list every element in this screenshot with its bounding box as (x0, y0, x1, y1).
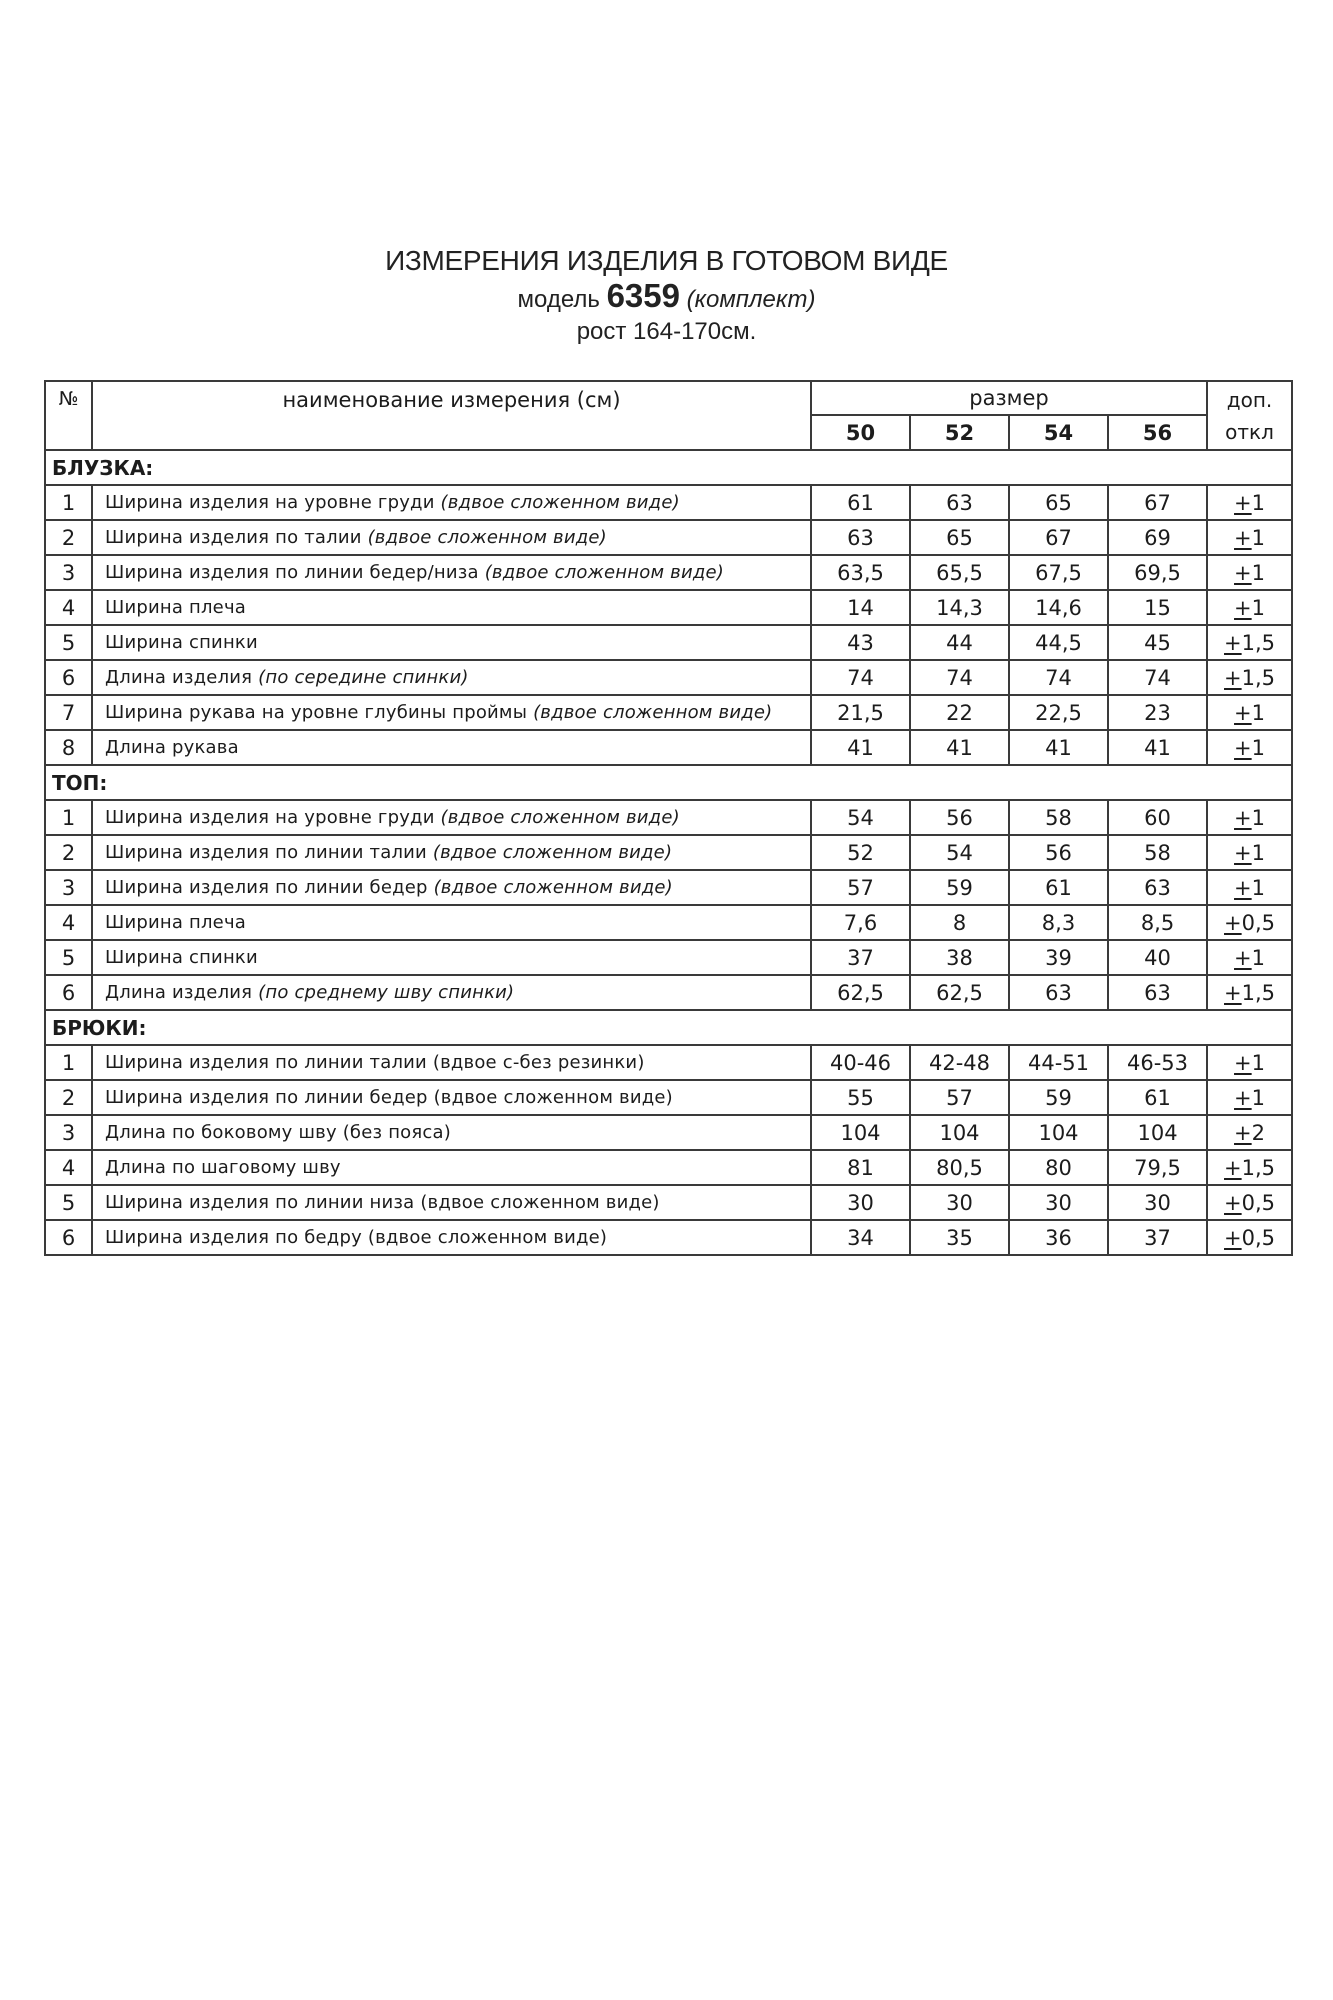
header-tolerance (1207, 381, 1292, 450)
size-value-52: 42-48 (910, 1045, 1009, 1080)
table-row (45, 520, 1292, 555)
tolerance-cell (1207, 695, 1292, 730)
tolerance-value: 0,5 (1241, 910, 1276, 935)
measurement-name-cell (92, 870, 811, 905)
measurement-name-cell (92, 660, 811, 695)
tolerance-cell (1207, 1115, 1292, 1150)
size-value-54: 61 (1009, 870, 1108, 905)
measurement-name-cell (92, 800, 811, 835)
tolerance-value: 1,5 (1241, 1155, 1276, 1180)
measurement-name: Ширина изделия по линии бедер/низа (105, 562, 479, 583)
model-label: модель (517, 286, 600, 313)
size-value-56: 40 (1108, 940, 1207, 975)
measurement-name: Ширина изделия по линии низа (вдвое сложенном виде) (105, 1192, 660, 1213)
size-value-50: 104 (811, 1115, 910, 1150)
plus-minus-sign: + (1224, 910, 1242, 935)
model-line (0, 277, 1333, 316)
row-number: 1 (45, 1045, 92, 1080)
table-row (45, 1220, 1292, 1255)
size-value-50: 62,5 (811, 975, 910, 1010)
tolerance-cell (1207, 1150, 1292, 1185)
measurement-note: (по среднему шву спинки) (258, 982, 515, 1003)
size-value-50: 74 (811, 660, 910, 695)
size-value-52: 22 (910, 695, 1009, 730)
size-value-54: 22,5 (1009, 695, 1108, 730)
tolerance-value: 1 (1251, 805, 1266, 830)
measurement-name: Ширина изделия на уровне груди (105, 807, 435, 828)
tolerance-cell (1207, 485, 1292, 520)
size-value-54: 44-51 (1009, 1045, 1108, 1080)
header-measurement-name: наименование измерения (см) (92, 381, 811, 450)
tolerance-cell (1207, 940, 1292, 975)
size-value-54: 30 (1009, 1185, 1108, 1220)
size-value-54: 44,5 (1009, 625, 1108, 660)
tolerance-value: 1 (1251, 1050, 1266, 1075)
row-number: 3 (45, 1115, 92, 1150)
size-value-56: 37 (1108, 1220, 1207, 1255)
tolerance-cell (1207, 1080, 1292, 1115)
size-value-52: 35 (910, 1220, 1009, 1255)
measurement-name-cell (92, 835, 811, 870)
plus-minus-sign: + (1234, 735, 1252, 760)
size-value-52: 57 (910, 1080, 1009, 1115)
tolerance-value: 1 (1251, 560, 1266, 585)
plus-minus-sign: + (1234, 1085, 1252, 1110)
document-title: ИЗМЕРЕНИЯ ИЗДЕЛИЯ В ГОТОВОМ ВИДЕ (385, 245, 948, 276)
measurement-note: (вдвое сложенном виде) (533, 702, 773, 723)
size-value-50: 55 (811, 1080, 910, 1115)
plus-minus-sign: + (1224, 980, 1242, 1005)
measurement-name-cell (92, 905, 811, 940)
table-row (45, 835, 1292, 870)
header-row (45, 381, 1292, 415)
size-value-52: 80,5 (910, 1150, 1009, 1185)
size-value-52: 41 (910, 730, 1009, 765)
tolerance-cell (1207, 1185, 1292, 1220)
table-row (45, 590, 1292, 625)
row-number: 4 (45, 905, 92, 940)
size-value-56: 69,5 (1108, 555, 1207, 590)
row-number: 4 (45, 590, 92, 625)
size-value-56: 74 (1108, 660, 1207, 695)
size-value-54: 39 (1009, 940, 1108, 975)
size-value-50: 61 (811, 485, 910, 520)
table-row (45, 905, 1292, 940)
measurement-name: Ширина спинки (105, 947, 258, 968)
measurements-table (44, 380, 1293, 1256)
measurement-note: (вдвое сложенном виде) (433, 877, 673, 898)
size-50: 50 (811, 415, 910, 450)
size-value-50: 34 (811, 1220, 910, 1255)
measurement-name-cell (92, 695, 811, 730)
tolerance-cell (1207, 590, 1292, 625)
size-value-56: 58 (1108, 835, 1207, 870)
section-label: БЛУЗКА: (45, 450, 1292, 485)
measurement-name-cell (92, 485, 811, 520)
measurement-note: (вдвое сложенном виде) (440, 807, 680, 828)
size-value-52: 74 (910, 660, 1009, 695)
plus-minus-sign: + (1234, 1120, 1252, 1145)
measurement-note: (вдвое сложенном виде) (367, 527, 607, 548)
tolerance-value: 1,5 (1241, 630, 1276, 655)
size-value-56: 23 (1108, 695, 1207, 730)
size-value-50: 14 (811, 590, 910, 625)
size-value-52: 63 (910, 485, 1009, 520)
size-value-52: 44 (910, 625, 1009, 660)
tolerance-cell (1207, 520, 1292, 555)
size-value-50: 37 (811, 940, 910, 975)
size-value-56: 67 (1108, 485, 1207, 520)
size-value-56: 8,5 (1108, 905, 1207, 940)
table-row (45, 940, 1292, 975)
measurement-name: Ширина плеча (105, 912, 247, 933)
measurement-name: Ширина изделия по бедру (вдвое сложенном виде) (105, 1227, 608, 1248)
measurement-name-cell (92, 1115, 811, 1150)
row-number: 7 (45, 695, 92, 730)
measurement-name-cell (92, 590, 811, 625)
tolerance-cell (1207, 1045, 1292, 1080)
measurement-name: Длина рукава (105, 737, 239, 758)
table-row (45, 660, 1292, 695)
tolerance-cell (1207, 905, 1292, 940)
measurement-note: (по середине спинки) (258, 667, 469, 688)
size-value-54: 58 (1009, 800, 1108, 835)
measurement-name: Ширина изделия по линии талии (105, 842, 427, 863)
measurement-name: Ширина изделия по линии бедер (105, 877, 428, 898)
section-label: БРЮКИ: (45, 1010, 1292, 1045)
size-value-56: 45 (1108, 625, 1207, 660)
plus-minus-sign: + (1234, 490, 1252, 515)
size-value-54: 36 (1009, 1220, 1108, 1255)
tolerance-cell (1207, 625, 1292, 660)
plus-minus-sign: + (1224, 630, 1242, 655)
table-row (45, 625, 1292, 660)
size-value-52: 8 (910, 905, 1009, 940)
table-row (45, 695, 1292, 730)
plus-minus-sign: + (1234, 595, 1252, 620)
row-number: 1 (45, 485, 92, 520)
plus-minus-sign: + (1224, 1155, 1242, 1180)
section-row-trousers (45, 1010, 1292, 1045)
tolerance-value: 1 (1251, 1085, 1266, 1110)
table-row (45, 870, 1292, 905)
tolerance-value: 0,5 (1241, 1225, 1276, 1250)
measurement-name: Ширина плеча (105, 597, 247, 618)
measurement-name: Ширина изделия по линии бедер (вдвое сложенном виде) (105, 1087, 673, 1108)
size-value-56: 41 (1108, 730, 1207, 765)
size-value-52: 30 (910, 1185, 1009, 1220)
tolerance-cell (1207, 800, 1292, 835)
size-value-56: 69 (1108, 520, 1207, 555)
row-number: 5 (45, 940, 92, 975)
size-value-56: 60 (1108, 800, 1207, 835)
measurement-name: Длина изделия (105, 982, 253, 1003)
measurement-name: Ширина изделия по линии талии (вдвое с-без резинки) (105, 1052, 645, 1073)
row-number: 2 (45, 835, 92, 870)
size-value-54: 41 (1009, 730, 1108, 765)
size-value-50: 52 (811, 835, 910, 870)
header-tolerance-line1: доп. (1226, 387, 1273, 412)
measurement-name: Длина по шаговому шву (105, 1157, 341, 1178)
size-value-56: 61 (1108, 1080, 1207, 1115)
size-value-54: 59 (1009, 1080, 1108, 1115)
tolerance-cell (1207, 555, 1292, 590)
size-value-56: 63 (1108, 975, 1207, 1010)
measurement-name: Ширина изделия на уровне груди (105, 492, 435, 513)
size-value-56: 30 (1108, 1185, 1207, 1220)
size-value-54: 80 (1009, 1150, 1108, 1185)
size-value-50: 41 (811, 730, 910, 765)
measurement-name-cell (92, 975, 811, 1010)
table-row (45, 1080, 1292, 1115)
size-value-50: 7,6 (811, 905, 910, 940)
row-number: 3 (45, 555, 92, 590)
tolerance-value: 1 (1251, 945, 1266, 970)
measurement-note: (вдвое сложенном виде) (484, 562, 724, 583)
model-number: 6359 (606, 277, 680, 314)
tolerance-cell (1207, 1220, 1292, 1255)
plus-minus-sign: + (1224, 1190, 1242, 1215)
plus-minus-sign: + (1234, 560, 1252, 585)
tolerance-value: 1 (1251, 840, 1266, 865)
tolerance-cell (1207, 870, 1292, 905)
tolerance-cell (1207, 975, 1292, 1010)
measurement-name: Длина по боковому шву (без пояса) (105, 1122, 451, 1143)
measurement-name-cell (92, 1185, 811, 1220)
model-note: (комплект) (686, 286, 816, 313)
table-row (45, 975, 1292, 1010)
size-value-56: 15 (1108, 590, 1207, 625)
table-row (45, 1185, 1292, 1220)
table-row (45, 800, 1292, 835)
document-header (0, 244, 1333, 348)
row-number: 3 (45, 870, 92, 905)
row-number: 6 (45, 975, 92, 1010)
measurement-name-cell (92, 1220, 811, 1255)
row-number: 2 (45, 1080, 92, 1115)
size-56: 56 (1108, 415, 1207, 450)
size-value-50: 63 (811, 520, 910, 555)
size-52: 52 (910, 415, 1009, 450)
row-number: 6 (45, 1220, 92, 1255)
size-value-52: 104 (910, 1115, 1009, 1150)
measurement-name-cell (92, 1080, 811, 1115)
measurement-note: (вдвое сложенном виде) (432, 842, 673, 863)
row-number: 5 (45, 625, 92, 660)
plus-minus-sign: + (1224, 665, 1242, 690)
size-value-52: 56 (910, 800, 1009, 835)
size-value-54: 74 (1009, 660, 1108, 695)
size-value-54: 8,3 (1009, 905, 1108, 940)
size-value-54: 104 (1009, 1115, 1108, 1150)
size-value-50: 21,5 (811, 695, 910, 730)
plus-minus-sign: + (1234, 700, 1252, 725)
tolerance-cell (1207, 835, 1292, 870)
size-value-50: 54 (811, 800, 910, 835)
section-row-blouse (45, 450, 1292, 485)
height-range: рост 164-170см. (576, 318, 757, 345)
size-value-50: 57 (811, 870, 910, 905)
measurement-name: Ширина спинки (105, 632, 258, 653)
header-tolerance-line2: откл (1225, 419, 1274, 444)
size-value-50: 81 (811, 1150, 910, 1185)
size-value-54: 65 (1009, 485, 1108, 520)
header-size: размер (811, 381, 1207, 415)
row-number: 8 (45, 730, 92, 765)
size-value-52: 65 (910, 520, 1009, 555)
size-value-50: 63,5 (811, 555, 910, 590)
size-value-54: 14,6 (1009, 590, 1108, 625)
measurement-name-cell (92, 555, 811, 590)
table-row (45, 1045, 1292, 1080)
size-54: 54 (1009, 415, 1108, 450)
measurement-name: Длина изделия (105, 667, 253, 688)
table-row (45, 1150, 1292, 1185)
measurement-name: Ширина изделия по талии (105, 527, 362, 548)
tolerance-value: 0,5 (1241, 1190, 1276, 1215)
measurement-name-cell (92, 730, 811, 765)
tolerance-value: 1,5 (1241, 980, 1276, 1005)
row-number: 2 (45, 520, 92, 555)
size-value-56: 46-53 (1108, 1045, 1207, 1080)
row-number: 1 (45, 800, 92, 835)
plus-minus-sign: + (1234, 840, 1252, 865)
size-value-50: 40-46 (811, 1045, 910, 1080)
plus-minus-sign: + (1234, 875, 1252, 900)
tolerance-value: 1 (1251, 490, 1266, 515)
header-no: № (45, 381, 92, 450)
size-value-52: 59 (910, 870, 1009, 905)
row-number: 6 (45, 660, 92, 695)
measurement-name: Ширина рукава на уровне глубины проймы (105, 702, 528, 723)
measurement-name-cell (92, 940, 811, 975)
measurement-name-cell (92, 625, 811, 660)
plus-minus-sign: + (1224, 1225, 1242, 1250)
tolerance-value: 1 (1251, 595, 1266, 620)
measurement-name-cell (92, 1045, 811, 1080)
size-value-54: 67 (1009, 520, 1108, 555)
size-value-54: 63 (1009, 975, 1108, 1010)
size-value-52: 54 (910, 835, 1009, 870)
table-row (45, 1115, 1292, 1150)
size-value-52: 62,5 (910, 975, 1009, 1010)
tolerance-value: 1 (1251, 735, 1266, 760)
tolerance-value: 2 (1251, 1120, 1266, 1145)
size-value-50: 30 (811, 1185, 910, 1220)
measurement-name-cell (92, 520, 811, 555)
tolerance-cell (1207, 660, 1292, 695)
size-value-50: 43 (811, 625, 910, 660)
size-value-54: 56 (1009, 835, 1108, 870)
tolerance-cell (1207, 730, 1292, 765)
size-value-52: 14,3 (910, 590, 1009, 625)
tolerance-value: 1,5 (1241, 665, 1276, 690)
size-value-52: 65,5 (910, 555, 1009, 590)
plus-minus-sign: + (1234, 805, 1252, 830)
section-label: ТОП: (45, 765, 1292, 800)
tolerance-value: 1 (1251, 700, 1266, 725)
row-number: 4 (45, 1150, 92, 1185)
size-value-56: 79,5 (1108, 1150, 1207, 1185)
table-row (45, 555, 1292, 590)
tolerance-value: 1 (1251, 525, 1266, 550)
plus-minus-sign: + (1234, 945, 1252, 970)
section-row-top (45, 765, 1292, 800)
row-number: 5 (45, 1185, 92, 1220)
table-row (45, 730, 1292, 765)
size-value-54: 67,5 (1009, 555, 1108, 590)
measurement-note: (вдвое сложенном виде) (440, 492, 680, 513)
size-value-56: 63 (1108, 870, 1207, 905)
tolerance-value: 1 (1251, 875, 1266, 900)
size-value-56: 104 (1108, 1115, 1207, 1150)
plus-minus-sign: + (1234, 525, 1252, 550)
size-value-52: 38 (910, 940, 1009, 975)
plus-minus-sign: + (1234, 1050, 1252, 1075)
measurement-name-cell (92, 1150, 811, 1185)
table-row (45, 485, 1292, 520)
